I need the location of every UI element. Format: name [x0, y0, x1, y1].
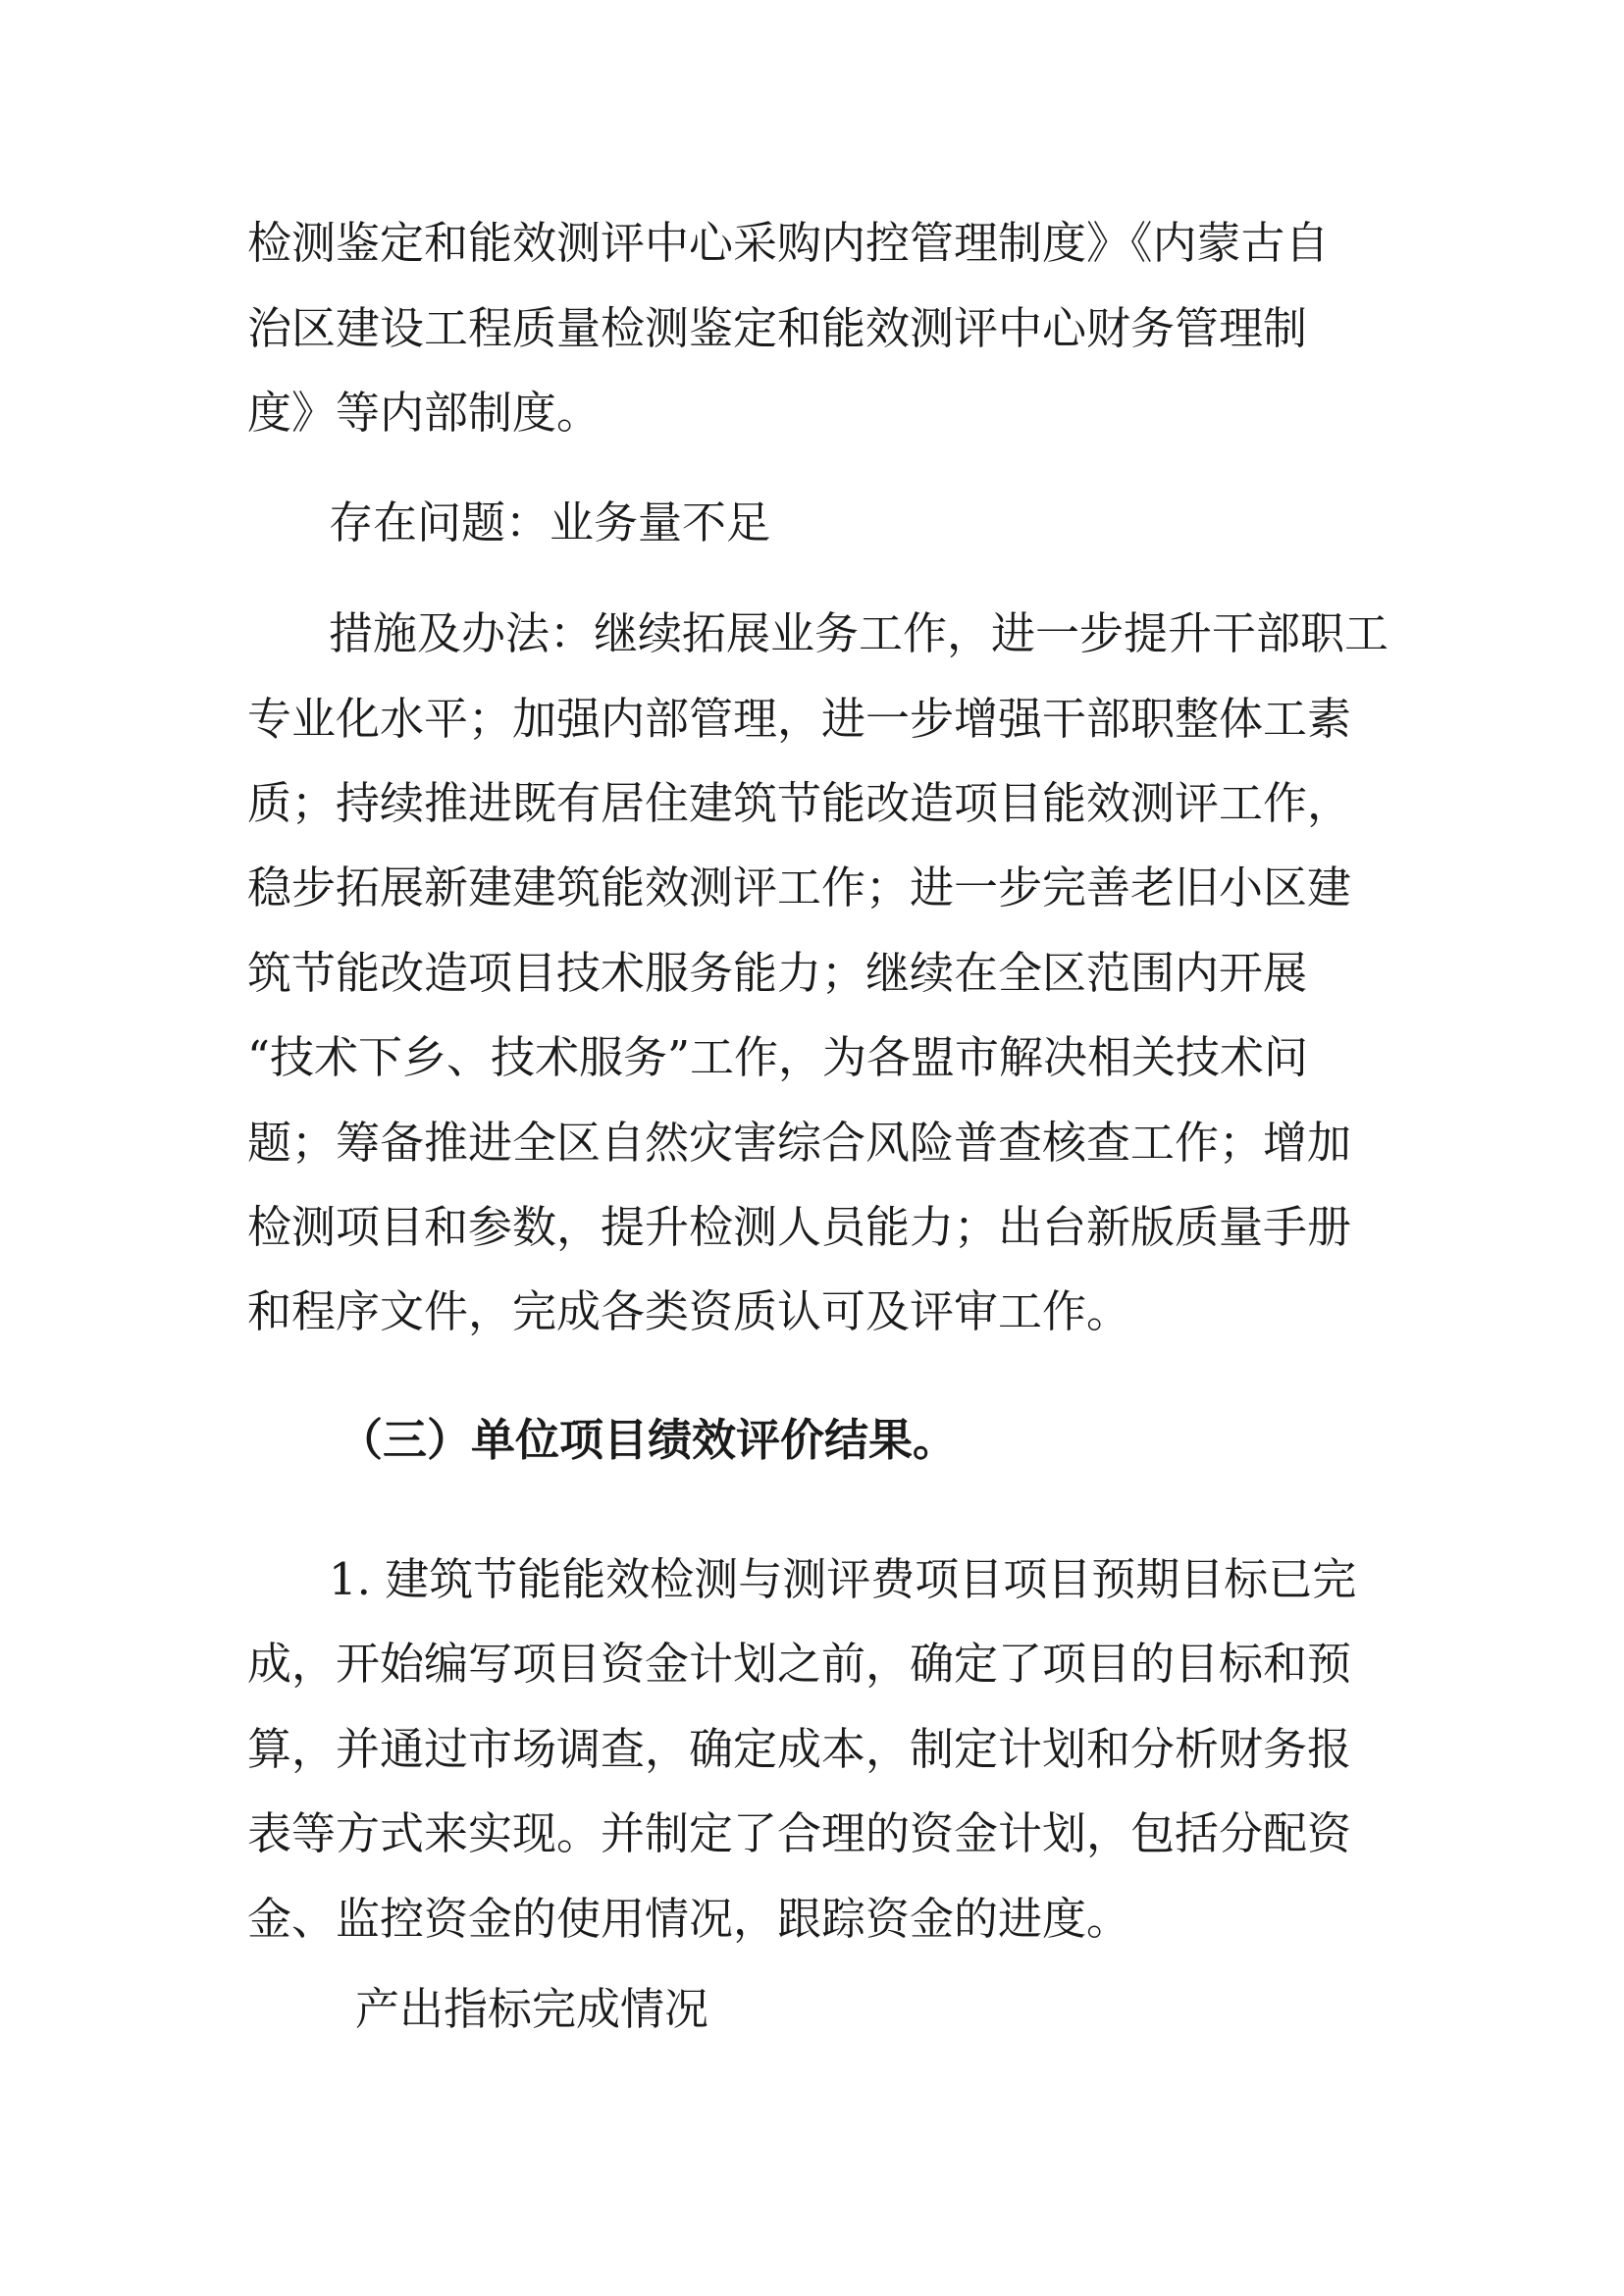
- result-line: 1. 建筑节能能效检测与测评费项目项目预期目标已完: [329, 1553, 1357, 1605]
- paragraph-line: 质；持续推进既有居住建筑节能改造项目能效测评工作，: [247, 777, 1352, 829]
- paragraph-line: 检测项目和参数，提升检测人员能力；出台新版质量手册: [247, 1201, 1352, 1253]
- paragraph-line: “技术下乡、技术服务”工作，为各盟市解决相关技术问: [247, 1031, 1309, 1083]
- issue-line: 存在问题：业务量不足: [329, 496, 771, 548]
- paragraph-line: 金、监控资金的使用情况，跟踪资金的进度。: [247, 1893, 1131, 1945]
- output-indicator-line: 产出指标完成情况: [355, 1983, 709, 2035]
- paragraph-line: 和程序文件，完成各类资质认可及评审工作。: [247, 1285, 1131, 1337]
- paragraph-line: 度》等内部制度。: [247, 387, 602, 439]
- paragraph-line: 题；筹备推进全区自然灾害综合风险普查核查工作；增加: [247, 1117, 1352, 1169]
- paragraph-line: 算，并通过市场调查，确定成本，制定计划和分析财务报: [247, 1723, 1352, 1775]
- paragraph-line: 表等方式来实现。并制定了合理的资金计划，包括分配资: [247, 1807, 1352, 1859]
- paragraph-line: 专业化水平；加强内部管理，进一步增强干部职整体工素: [247, 693, 1352, 745]
- section-heading: （三）单位项目绩效评价结果。: [339, 1414, 958, 1466]
- measures-line: 措施及办法：继续拓展业务工作，进一步提升干部职工: [329, 607, 1389, 659]
- paragraph-line: 筑节能改造项目技术服务能力；继续在全区范围内开展: [247, 947, 1308, 999]
- paragraph-line: 稳步拓展新建建筑能效测评工作；进一步完善老旧小区建: [247, 861, 1352, 913]
- paragraph-line: 检测鉴定和能效测评中心采购内控管理制度》《内蒙古自: [247, 217, 1330, 269]
- paragraph-line: 成，开始编写项目资金计划之前，确定了项目的目标和预: [247, 1638, 1352, 1690]
- paragraph-line: 治区建设工程质量检测鉴定和能效测评中心财务管理制: [247, 302, 1308, 354]
